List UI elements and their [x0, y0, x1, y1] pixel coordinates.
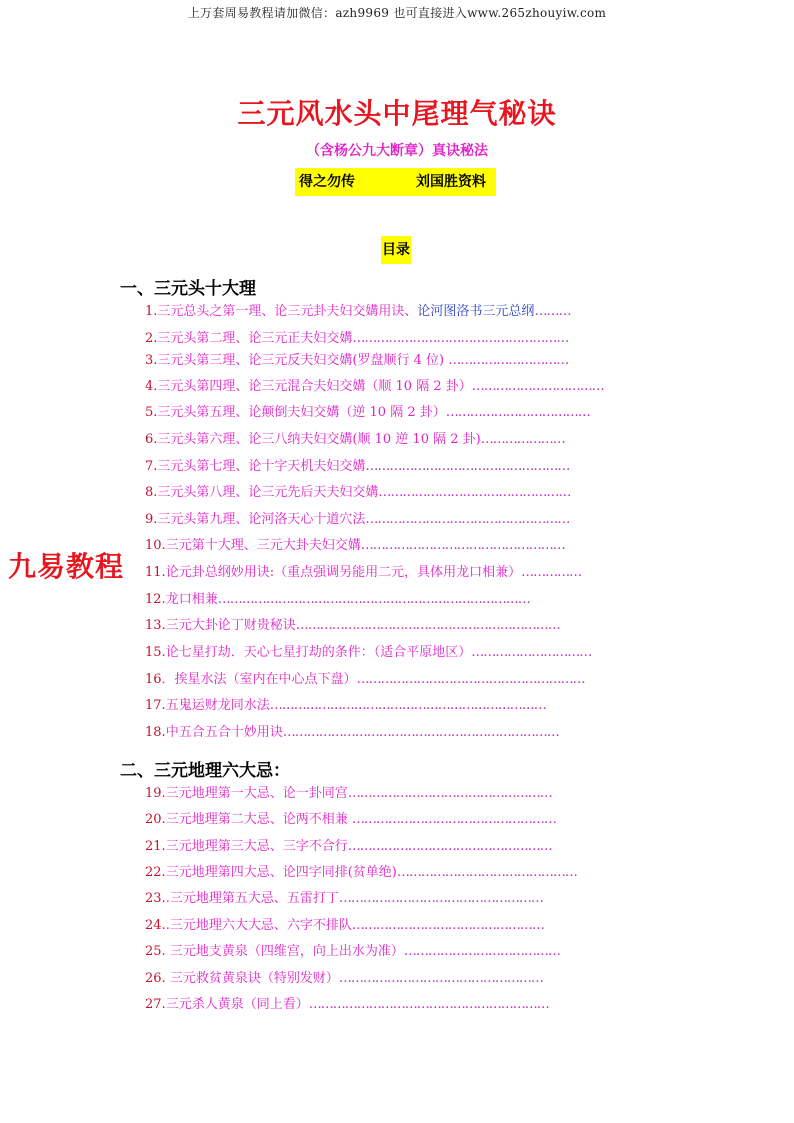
toc-entry-leader-dots: …………………………… — [471, 379, 604, 394]
toc-entry-number: 1. — [145, 304, 158, 319]
toc-entry[interactable] — [145, 617, 560, 635]
toc-entry-leader-dots: …………………………………………… — [365, 459, 570, 474]
toc-entry[interactable] — [145, 352, 568, 370]
section-heading-2: 二、三元地理六大忌： — [120, 761, 290, 781]
toc-entry-leader-dots: …………… — [521, 565, 582, 580]
toc-entry[interactable] — [145, 511, 569, 529]
toc-entry[interactable] — [145, 671, 585, 689]
toc-entry-text: 三元头第五理、论颠倒夫妇交媾（逆 10 隔 2 卦） — [157, 405, 446, 420]
toc-entry[interactable] — [145, 330, 568, 348]
toc-entry-number: 22. — [145, 865, 166, 880]
toc-entry-leader-dots: …………………………………………… — [351, 812, 556, 827]
toc-entry-text: 论七星打劫．天心七星打劫的条件：（适合平原地区） — [165, 645, 472, 660]
section-heading-1: 一、三元头十大理 — [120, 279, 256, 299]
toc-entry-text: 三元头第四理、论三元混合夫妇交媾（顺 10 隔 2 卦） — [157, 379, 472, 394]
toc-entry-text: 龙口相兼 — [165, 592, 218, 607]
toc-entry-leader-dots: …………………………………………… — [347, 839, 552, 854]
toc-entry-number: 15. — [145, 645, 166, 660]
toc-entry-leader-dots: …………………………………………… — [347, 786, 552, 801]
toc-entry-number: 23. — [145, 891, 166, 906]
toc-entry-leader-dots: ……………………………………………… — [352, 331, 569, 346]
toc-entry[interactable] — [145, 970, 543, 988]
toc-entry-text: 三元头第八理、论三元先后天夫妇交媾 — [157, 485, 379, 500]
toc-entry-leader-dots: ……………………………………… — [396, 865, 577, 880]
toc-entry-number: 9. — [145, 512, 158, 527]
toc-entry-number: 4. — [145, 379, 158, 394]
toc-entry-number: 7. — [145, 459, 158, 474]
toc-entry-number: 11. — [145, 565, 166, 580]
toc-entry-text: 三元头第三理、论三元反夫妇交媾(罗盘顺行 4 位) — [157, 353, 449, 368]
author-right-text: 刘国胜资料 — [416, 174, 486, 190]
toc-entry-text: 三元头第九理、论河洛天心十道穴法 — [157, 512, 366, 527]
toc-entry[interactable] — [145, 890, 543, 908]
toc-entry-leader-dots: ………………………………… — [403, 944, 560, 959]
toc-entry-text-highlight: 论河图洛书三元总纲 — [417, 304, 535, 319]
toc-entry[interactable] — [145, 917, 544, 935]
toc-entry[interactable] — [145, 811, 556, 829]
header-note: 上万套周易教程请加微信：azh9969 也可直接进入www.265zhouyiw.com — [187, 6, 607, 20]
toc-entry-leader-dots: …………………………………………………………… — [269, 698, 546, 713]
toc-entry-leader-dots: …………………………………………………………… — [282, 725, 559, 740]
toc-entry-text: .三元地理六大大忌、六字不排队 — [165, 918, 352, 933]
toc-entry-number: 10. — [145, 538, 166, 553]
toc-entry-number: 17. — [145, 698, 166, 713]
toc-entry-number: 16 — [145, 672, 162, 687]
toc-entry-number: 3. — [145, 353, 158, 368]
toc-entry-leader-dots: …………………………………………… — [365, 512, 570, 527]
toc-entry[interactable] — [145, 724, 559, 742]
author-banner — [295, 168, 496, 196]
toc-entry[interactable] — [145, 943, 560, 961]
toc-entry-number: 26. — [145, 971, 166, 986]
toc-entry-number: 27. — [145, 997, 166, 1012]
toc-entry[interactable] — [145, 864, 577, 882]
toc-entry-text: 五鬼运财龙同水法 — [165, 698, 270, 713]
toc-entry-text: 三元第十大理、三元大卦夫妇交媾 — [165, 538, 361, 553]
toc-entry-number: 18. — [145, 725, 166, 740]
toc-entry-leader-dots: ………………………… — [448, 353, 569, 368]
toc-entry-number: 5. — [145, 405, 158, 420]
toc-entry-number: 8. — [145, 485, 158, 500]
toc-entry-number: 21. — [145, 839, 166, 854]
toc-entry-number: 12. — [145, 592, 166, 607]
author-left-text: 得之勿传 — [299, 174, 355, 190]
toc-entry[interactable] — [145, 404, 590, 422]
toc-entry[interactable] — [145, 484, 570, 502]
toc-entry-leader-dots: …………………………………………… — [338, 891, 543, 906]
toc-entry-text: 三元头第六理、论三八纳夫妇交媾(顺 10 逆 10 隔 2 卦) — [157, 432, 481, 447]
toc-entry-text: 三元头第二理、论三元正夫妇交媾 — [157, 331, 353, 346]
toc-entry-text: 三元地理第一大忌、论一卦同宫 — [165, 786, 348, 801]
toc-entry-number: 20. — [145, 812, 166, 827]
toc-entry-text: 三元杀人黄泉（同上看） — [165, 997, 309, 1012]
toc-entry-text: 三元大卦论丁财贵秘诀 — [165, 618, 296, 633]
document-title: 三元风水头中尾理气秘诀 — [237, 97, 557, 130]
toc-entry-leader-dots: ………………………………………… — [378, 485, 571, 500]
toc-entry-leader-dots: …………………………………………………… — [308, 997, 549, 1012]
toc-entry-number: 13. — [145, 618, 166, 633]
toc-entry-text: 三元救贫黄泉诀（特别发财） — [165, 971, 339, 986]
toc-entry[interactable] — [145, 591, 530, 609]
toc-entry-text: ．挨星水法（室内在中心点下盘） — [161, 672, 357, 687]
toc-entry-number: 24. — [145, 918, 166, 933]
toc-entry-leader-dots: …………………………………………… — [338, 971, 543, 986]
toc-entry-leader-dots: ……………………………… — [445, 405, 590, 420]
toc-entry-leader-dots: ………………… — [480, 432, 565, 447]
toc-entry-leader-dots: ………………………………………………… — [356, 672, 585, 687]
toc-entry-text: 中五合五合十妙用诀 — [165, 725, 283, 740]
toc-entry-text: 三元地理第四大忌、论四字同排(贫单绝) — [165, 865, 397, 880]
toc-entry[interactable] — [145, 378, 604, 396]
toc-entry-text: 三元地支黄泉（四维宫，向上出水为准） — [165, 944, 404, 959]
toc-title: 目录 — [381, 236, 411, 264]
toc-entry-number: 25. — [145, 944, 166, 959]
toc-entry-text: 三元地理第二大忌、论两不相兼 — [165, 812, 352, 827]
toc-entry[interactable] — [145, 996, 549, 1014]
toc-entry-number: 2. — [145, 331, 158, 346]
toc-entry-number: 6. — [145, 432, 158, 447]
toc-entry[interactable] — [145, 458, 569, 476]
toc-entry[interactable] — [145, 303, 570, 321]
toc-entry[interactable] — [145, 537, 565, 555]
toc-entry-leader-dots: …………………………………………………………………… — [217, 592, 530, 607]
toc-entry-number: 19. — [145, 786, 166, 801]
watermark-logo: 九易教程 — [8, 550, 125, 583]
toc-entry-text: .三元地理第五大忌、五雷打丁 — [165, 891, 339, 906]
toc-entry[interactable] — [145, 785, 552, 803]
toc-entry-text: 三元头第七理、论十字天机夫妇交媾 — [157, 459, 366, 474]
toc-entry-leader-dots: ………………………………………………………… — [295, 618, 560, 633]
toc-entry[interactable] — [145, 697, 546, 715]
toc-entry[interactable] — [145, 838, 552, 856]
toc-entry-leader-dots: ………………………………………… — [351, 918, 544, 933]
toc-entry[interactable] — [145, 564, 581, 582]
toc-entry-text: 三元总头之第一理、论三元卦夫妇交媾用诀、 — [157, 304, 418, 319]
toc-entry-text: 论元卦总纲妙用诀:（重点强调另能用二元，具体用龙口相兼） — [165, 565, 522, 580]
document-subtitle: （含杨公九大断章）真诀秘法 — [306, 143, 488, 159]
toc-entry-leader-dots: ……… — [534, 304, 571, 319]
toc-entry-leader-dots: …………………………………………… — [360, 538, 565, 553]
toc-entry-leader-dots: ………………………… — [471, 645, 592, 660]
toc-entry[interactable] — [145, 431, 565, 449]
toc-entry-text: 三元地理第三大忌、三字不合行 — [165, 839, 348, 854]
toc-entry[interactable] — [145, 644, 591, 662]
